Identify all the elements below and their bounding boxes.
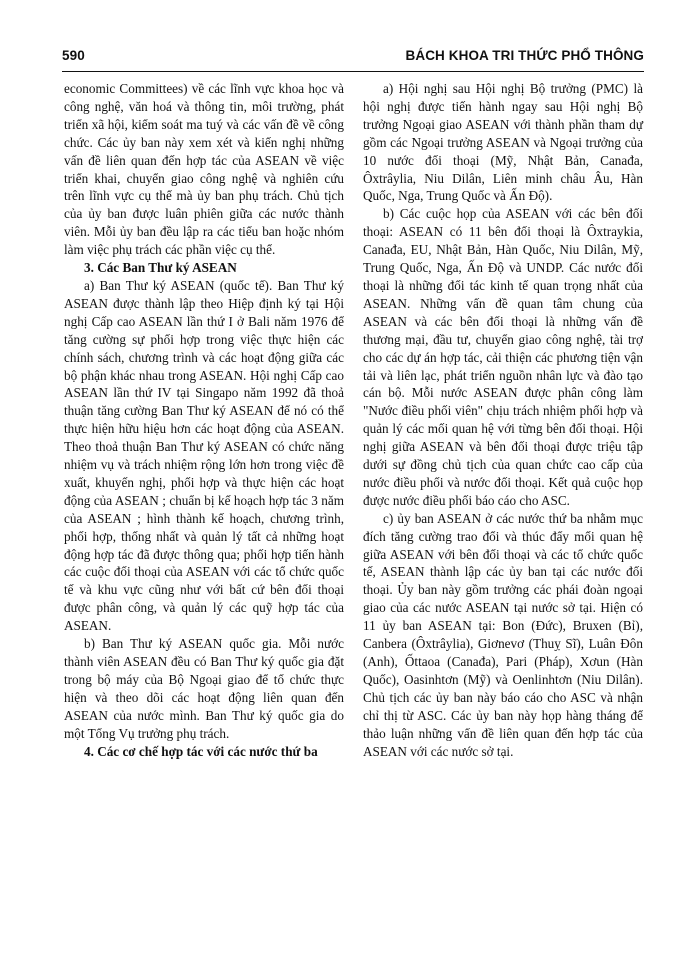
header-rule — [62, 71, 644, 72]
section-3-heading: 3. Các Ban Thư ký ASEAN — [84, 260, 237, 276]
right-column — [363, 80, 643, 760]
left-paragraph-1: economic Committees) về các lĩnh vực khoa học và công nghệ, văn hoá và thông tin, môi trường, phát triển xã hội, kiểm soát ma tuý và các vấn đề về công chức. Các ủy ban này xem xét và kiến nghị những vấn đề liên quan đến hợp tác của ASEAN về việc triển khai, chuyển giao công nghệ và nghiên cứu trên lĩnh vực cụ thể mà ủy ban phụ trách. Chủ tịch của ủy ban được luân phiên giữa các nước thành viên. Mỗi ủy ban đều lập ra các tiểu ban hoặc nhóm làm việc phụ trách các phần việc cụ thể. — [64, 81, 344, 258]
right-paragraph-1: a) Hội nghị sau Hội nghị Bộ trưởng (PMC) là hội nghị được tiến hành ngay sau Hội nghị Bộ trưởng Ngoại giao ASEAN với thành phần tham dự gồm các Ngoại trưởng ASEAN và Ngoại trưởng của 10 nước đối thoại (Mỹ, Nhật Bản, Canađa, Ôxtrâylia, Niu Dilân, Liên minh châu Âu, Hàn Quốc, Nga, Trung Quốc và Ấn Độ). — [363, 81, 643, 204]
book-title: BÁCH KHOA TRI THỨC PHỔ THÔNG — [405, 48, 644, 63]
left-column — [64, 80, 344, 760]
left-paragraph-3: b) Ban Thư ký ASEAN quốc gia. Mỗi nước thành viên ASEAN đều có Ban Thư ký quốc gia đặt trong bộ máy của Bộ Ngoại giao để tổ chức thực hiện và theo dõi các hoạt động liên quan đến ASEAN của nước mình. Ban Thư ký quốc gia do một Tổng Vụ trưởng phụ trách. — [64, 636, 344, 741]
page-number: 590 — [62, 48, 85, 63]
right-paragraph-3: c) ủy ban ASEAN ở các nước thứ ba nhằm mục đích tăng cường trao đổi và thúc đẩy mối quan hệ giữa ASEAN với bên đối thoại và các tổ chức quốc tế, ASEAN thành lập các ủy ban tại các nước đối thoại. Ủy ban này gồm trưởng các phái đoàn ngoại giao của các nước ASEAN tại nước sở tại. Hiện có 11 ủy ban ASEAN tại: Bon (Đức), Bruxen (Bỉ), Canbera (Ôxtrâylia), Giơnevơ (Thuỵ Sĩ), Luân Đôn (Anh), Ốttaoa (Canađa), Pari (Pháp), Xơun (Hàn Quốc), Oasinhtơn (Mỹ) và Oenlinhtơn (Niu Dilân). Chủ tịch các ủy ban này báo cáo cho ASC và nhận chỉ thị từ ASC. Các ủy ban này họp hàng tháng để thảo luận những vấn đề liên quan đến hợp tác của ASEAN với các nước sở tại. — [363, 510, 643, 759]
left-paragraph-2: a) Ban Thư ký ASEAN (quốc tế). Ban Thư ký ASEAN được thành lập theo Hiệp định ký tại Hội nghị Cấp cao ASEAN lần thứ I ở Bali năm 1976 để tăng cường sự phối hợp trong việc thực hiện các chính sách, chương trình và các hoạt động giữa các bộ phận khác nhau trong ASEAN. Hội nghị Cấp cao ASEAN lần thứ IV tại Singapo năm 1992 đã thoả thuận tăng cường Ban Thư ký ASEAN để nó có thể thực hiện hữu hiệu hơn các hoạt động của ASEAN. Theo thoả thuận Ban Thư ký ASEAN có chức năng nhiệm vụ và trách nhiệm rộng lớn hơn trong việc đề xuất, khuyến nghị, phối hợp và thực hiện các hoạt động của ASEAN ; chuẩn bị kế hoạch hợp tác 3 năm của ASEAN ; hình thành kế hoạch, chương trình, phối hợp, thống nhất và quản lý tất cả những hoạt động hợp tác đã được thông qua; phối hợp tiến hành các cuộc đối thoại của ASEAN với các tổ chức quốc tế và khu vực cũng như với bất cứ bên đối thoại được phân công, và quản lý các quỹ hợp tác của ASEAN. — [64, 277, 344, 634]
page-header — [62, 48, 644, 70]
section-4-heading: 4. Các cơ chế hợp tác với các nước thứ ba — [84, 743, 318, 759]
right-paragraph-2: b) Các cuộc họp của ASEAN với các bên đối thoại: ASEAN có 11 bên đối thoại là Ôxtraykia, Canađa, EU, Nhật Bản, Hàn Quốc, Niu Dilân, Mỹ, Trung Quốc, Nga, Ấn Độ và UNDP. Các nước đối thoại là những đối tác kinh tế quan trọng nhất của ASEAN. Những vấn đề quan tâm chung của ASEAN và các bên đối thoại là những vấn đề thương mại, đầu tư, chuyển giao công nghệ, tài trợ cho các dự án hợp tác, cải thiện các phương tiện vận tải và liên lạc, phát triển nguồn nhân lực và đào tạo cán bộ. Mỗi nước ASEAN được phân công làm "Nước điều phối viên" chịu trách nhiệm phối hợp và quản lý các mối quan hệ với từng bên đối thoại. Hội nghị giữa ASEAN và bên đối thoại được triệu tập dưới sự đồng chủ tịch của quan chức cao cấp của nước điều phối và nước đối thoại. Kết quả cuộc họp được nước điều phối báo cáo cho ASC. — [363, 206, 643, 508]
